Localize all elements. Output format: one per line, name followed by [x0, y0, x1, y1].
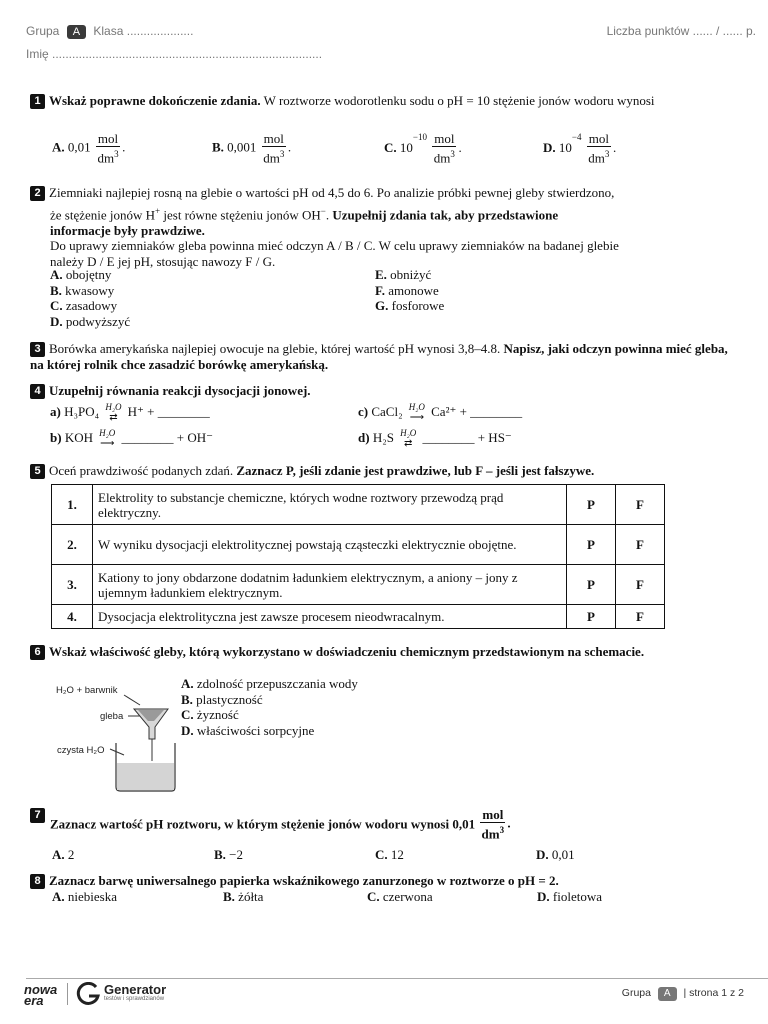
arrow-label: H₂O — [99, 428, 116, 438]
pointer-line — [110, 749, 124, 755]
option-text: fioletowa — [552, 889, 602, 904]
option-text: plastyczność — [196, 691, 263, 707]
q2-right-options — [375, 267, 444, 314]
unit-denominator — [480, 823, 505, 841]
question-1 — [30, 93, 730, 109]
unit-base: dm — [481, 826, 500, 842]
arrow-label: H₂O — [105, 402, 122, 412]
q8-option-a[interactable] — [52, 889, 117, 905]
option-text: właściwości sorpcyjne — [196, 722, 315, 738]
unit-denominator — [432, 147, 456, 165]
option-letter: C. — [384, 140, 397, 155]
q7-instruction: Zaznacz wartość pH roztworu, w którym stężenie jonów wodoru wynosi 0,01 $\frac{\text{mol}}{dm^3}$ . — [50, 807, 511, 842]
q8-option-d[interactable] — [537, 889, 602, 905]
unit-base: dm — [588, 150, 605, 166]
klasa-label: Klasa .................... — [93, 24, 194, 38]
question-text: Do uprawy ziemniaków gleba powinna mieć odczyn A / B / C. W celu uprawy ziemniaków na badanej glebie — [50, 238, 619, 254]
table-row — [52, 605, 665, 629]
label-soil: gleba — [100, 711, 124, 722]
option-letter: A. — [52, 139, 65, 155]
q1-option-a[interactable]: A. 0,01 $\frac{\text{mol}}{dm^3}$ . — [52, 131, 126, 166]
row-statement: Elektrolity to substancje chemiczne, których wodne roztwory przewodzą prąd elektryczny. — [93, 485, 567, 525]
option-letter: D. — [181, 722, 194, 738]
charge-minus: − — [320, 206, 326, 216]
option-letter: B. — [181, 691, 193, 707]
q2-option-c[interactable] — [50, 298, 130, 314]
option-letter: A. — [52, 889, 65, 904]
q8-option-b[interactable] — [223, 889, 263, 905]
equation-right: Ca²⁺ + ________ — [431, 403, 523, 419]
question-instruction: Wskaż poprawne dokończenie zdania. — [49, 93, 261, 108]
grupa-badge: A — [67, 25, 86, 39]
name-label: Imię ................................................................................. — [26, 47, 323, 61]
true-cell[interactable]: P — [567, 525, 616, 565]
unit-exponent: 3 — [499, 825, 505, 835]
option-letter: D. — [50, 313, 63, 329]
question-instruction: Uzupełnij równania reakcji dysocjacji jonowej. — [49, 383, 311, 398]
q1-option-b[interactable]: B. 0,001 $\frac{\text{mol}}{dm^3}$ . — [212, 131, 292, 166]
row-statement: W wyniku dysocjacji elektrolitycznej powstają cząsteczki elektrycznie obojętne. — [93, 525, 567, 565]
footer-page-info — [622, 987, 744, 1001]
unit-numerator: mol — [263, 131, 284, 146]
question-2 — [30, 185, 730, 269]
q1-option-c[interactable]: C. $10^{-10}$ $\frac{\text{mol}}{dm^3}$ . — [384, 131, 462, 166]
option-text: żyzność — [196, 707, 239, 722]
unit-exponent: 3 — [450, 149, 455, 160]
q2-option-g[interactable] — [375, 298, 444, 314]
option-letter: C. — [50, 298, 63, 313]
q4-equation-a[interactable] — [50, 403, 210, 423]
q7-option-a[interactable] — [52, 847, 74, 863]
q6-option-d[interactable] — [181, 723, 358, 739]
question-text: jest równe stężeniu jonów OH — [160, 207, 321, 223]
question-number: 2 — [30, 186, 45, 201]
generator-logo-text: Generator — [104, 982, 167, 997]
option-value: 0,01 — [67, 139, 91, 155]
question-instruction: Zaznacz barwę uniwersalnego papierka wskaźnikowego zanurzonego w roztworze o pH = 2. — [49, 873, 559, 888]
question-instruction: Wskaż właściwość gleby, którą wykorzystano w doświadczeniu chemicznym przedstawionym na schemacie. — [49, 644, 645, 659]
option-text: zasadowy — [65, 298, 118, 313]
option-exponent: −10 — [412, 132, 427, 142]
unit-fraction — [262, 132, 286, 165]
equation-left: H₂S — [372, 429, 394, 445]
true-false-table — [51, 484, 665, 629]
q2-option-f[interactable] — [375, 283, 444, 299]
unit-numerator: mol — [482, 807, 504, 822]
filtration-diagram — [54, 683, 176, 793]
question-instruction: Zaznacz P, jeśli zdanie jest prawdziwe, lub F – jeśli jest fałszywe. — [236, 463, 595, 478]
option-letter: G. — [375, 298, 389, 313]
row-index: 2. — [52, 525, 93, 565]
unit-numerator: mol — [588, 131, 609, 147]
q2-left-options — [50, 267, 130, 329]
question-number: 8 — [30, 874, 45, 889]
table-row — [52, 565, 665, 605]
question-number: 1 — [30, 94, 45, 109]
q2-option-e[interactable] — [375, 267, 444, 283]
q2-option-a[interactable] — [50, 267, 130, 283]
question-instruction: Napisz, jaki odczyn powinna mieć gleba, na której rolnik chce zasadzić borówkę amerykańską. — [30, 341, 728, 372]
option-letter: A. — [181, 676, 194, 691]
unit-base: dm — [97, 150, 115, 166]
option-text: czerwona — [382, 889, 433, 904]
q8-option-c[interactable] — [367, 889, 433, 905]
question-text: Borówka amerykańska najlepiej owocuje na glebie, której wartość pH wynosi 3,8–4.8. — [49, 341, 504, 356]
question-text: . — [325, 207, 333, 223]
option-value: 10 — [558, 140, 572, 155]
question-6 — [30, 644, 730, 660]
q4-equation-c[interactable] — [358, 403, 522, 423]
label-water-dye: H₂O + barwnik — [56, 685, 118, 696]
option-text: zdolność przepuszczania wody — [196, 676, 358, 691]
option-text: amonowe — [388, 282, 439, 298]
q6-option-b[interactable] — [181, 692, 358, 708]
question-number: 7 — [30, 808, 45, 823]
question-text: że stężenie jonów H — [50, 207, 156, 223]
option-letter: A. — [52, 847, 65, 862]
option-value: 0,001 — [227, 139, 257, 155]
question-number: 3 — [30, 342, 45, 357]
nowa-era-logo: nowa era — [24, 982, 58, 1008]
arrow-label: H₂O — [400, 428, 417, 438]
row-statement: Kationy to jony obdarzone dodatnim ładunkiem elektrycznym, a aniony – jony z ujemnym ładunkiem elektrycznym. — [93, 565, 567, 605]
question-4 — [30, 383, 730, 399]
question-text: należy D / E jej pH, stosując nawozy F / G. — [50, 253, 276, 269]
arrow-icon: H₂O ⟶ — [96, 429, 118, 449]
equation-right: ________ + OH⁻ — [121, 429, 213, 445]
unit-fraction — [96, 132, 120, 165]
charge-plus: + — [155, 206, 161, 216]
generator-logo-icon — [76, 982, 102, 1006]
unit-fraction — [480, 808, 505, 841]
q6-option-a[interactable] — [181, 676, 358, 692]
equation-label: a) — [50, 403, 61, 419]
q6-option-c[interactable] — [181, 707, 358, 723]
option-letter: C. — [367, 889, 380, 904]
option-letter: C. — [375, 847, 388, 862]
label-clean-water: czysta H₂O — [57, 745, 105, 756]
equation-right: ________ + HS⁻ — [422, 429, 512, 445]
option-letter: D. — [536, 847, 549, 862]
option-text: 2 — [67, 847, 75, 862]
row-index: 4. — [52, 605, 93, 629]
unit-denominator — [587, 147, 611, 165]
false-cell[interactable]: F — [616, 525, 665, 565]
unit-exponent: 3 — [279, 149, 285, 159]
water-fill — [117, 763, 174, 790]
option-text: obojętny — [65, 267, 112, 282]
option-letter: B. — [212, 139, 224, 155]
grupa-label: Grupa — [26, 24, 60, 38]
unit-denominator — [96, 147, 120, 165]
false-cell[interactable]: F — [616, 485, 665, 525]
option-text: podwyższyć — [65, 313, 131, 329]
question-text: Ziemniaki najlepiej rosną na glebie o wartości pH od 4,5 do 6. Po analizie próbki pewnej gleby stwierdzono, — [49, 185, 615, 200]
table-row — [52, 485, 665, 525]
question-text: W roztworze wodorotlenku sodu o pH = 10 stężenie jonów wodoru wynosi — [260, 93, 655, 108]
option-letter: F. — [375, 282, 385, 298]
unit-fraction — [432, 132, 456, 165]
unit-base: dm — [263, 150, 280, 166]
row-statement: Dysocjacja elektrolityczna jest zawsze procesem nieodwracalnym. — [93, 605, 567, 629]
true-cell[interactable]: P — [567, 565, 616, 605]
option-letter: E. — [375, 267, 387, 282]
footer-grupa-badge: A — [658, 987, 677, 1001]
option-exponent: −4 — [571, 132, 582, 142]
option-letter: B. — [223, 889, 235, 904]
q7-option-d[interactable] — [536, 847, 575, 863]
table-row — [52, 525, 665, 565]
equation-right: H⁺ + ________ — [127, 403, 210, 419]
equation-label: c) — [358, 403, 369, 419]
row-index: 1. — [52, 485, 93, 525]
points-label: Liczba punktów ...... / ...... p. — [606, 24, 756, 38]
equation-label: b) — [50, 429, 62, 445]
unit-exponent: 3 — [114, 149, 119, 159]
question-text: Oceń prawdziwość podanych zdań. — [49, 463, 237, 478]
question-3 — [30, 341, 730, 373]
true-cell[interactable]: P — [567, 485, 616, 525]
option-text: obniżyć — [390, 267, 432, 282]
unit-base: dm — [433, 150, 451, 166]
option-letter: B. — [50, 282, 62, 298]
question-number: 4 — [30, 384, 45, 399]
unit-numerator: mol — [434, 131, 455, 147]
logo-divider — [67, 983, 68, 1005]
pointer-line — [124, 695, 140, 705]
q2-option-b[interactable] — [50, 283, 130, 299]
option-text: fosforowe — [391, 298, 445, 313]
arrow-icon: H₂O ⟶ — [406, 403, 428, 423]
unit-fraction — [587, 132, 611, 165]
question-instruction: informacje były prawdziwe. — [50, 222, 205, 238]
generator-logo-subtitle: testów i sprawdzianów — [104, 996, 165, 1002]
question-number: 6 — [30, 645, 45, 660]
true-cell[interactable]: P — [567, 605, 616, 629]
unit-exponent: 3 — [604, 149, 610, 160]
q7-option-c[interactable] — [375, 847, 404, 863]
q2-option-d[interactable] — [50, 314, 130, 330]
unit-denominator — [262, 147, 286, 165]
arrow-label: H₂O — [408, 402, 425, 412]
false-cell[interactable]: F — [616, 605, 665, 629]
footer-grupa-label: Grupa — [621, 987, 651, 999]
equation-label: d) — [358, 429, 370, 445]
q4-equation-d[interactable] — [358, 429, 512, 449]
option-text: żółta — [238, 889, 264, 904]
header-grupa — [26, 24, 193, 39]
option-letter: C. — [181, 707, 194, 722]
option-value: 10 — [399, 140, 413, 155]
row-index: 3. — [52, 565, 93, 605]
q6-options — [181, 676, 358, 738]
question-instruction: Uzupełnij zdania tak, aby przedstawione — [332, 207, 559, 223]
question-instruction: Zaznacz wartość pH roztworu, w którym stężenie jonów wodoru wynosi 0,01 — [50, 816, 476, 832]
option-letter: A. — [50, 267, 63, 282]
option-text: 0,01 — [551, 847, 575, 862]
q4-equation-b[interactable] — [50, 429, 213, 449]
q1-option-d[interactable]: D. $10^{-4}$ $\frac{\text{mol}}{dm^3}$ . — [543, 131, 617, 166]
option-text: 12 — [390, 847, 404, 862]
option-letter: D. — [537, 889, 550, 904]
false-cell[interactable]: F — [616, 565, 665, 605]
option-text: −2 — [229, 847, 244, 862]
equation-left: KOH — [64, 429, 93, 445]
q7-option-b[interactable] — [214, 847, 243, 863]
question-8 — [30, 873, 730, 889]
unit-numerator: mol — [97, 131, 119, 146]
option-letter: D. — [543, 140, 556, 155]
option-letter: B. — [214, 847, 226, 862]
equilibrium-arrow-icon: H₂O ⇄ — [102, 403, 124, 423]
footer-divider — [26, 978, 768, 979]
equation-left: H₃PO₄ — [64, 403, 100, 419]
question-number: 5 — [30, 464, 45, 479]
option-text: kwasowy — [65, 282, 115, 298]
equilibrium-arrow-icon: H₂O ⇄ — [397, 429, 419, 449]
option-text: niebieska — [67, 889, 117, 904]
question-5 — [30, 463, 730, 479]
equation-left: CaCl₂ — [371, 403, 403, 419]
page-number: | strona 1 z 2 — [683, 987, 744, 999]
